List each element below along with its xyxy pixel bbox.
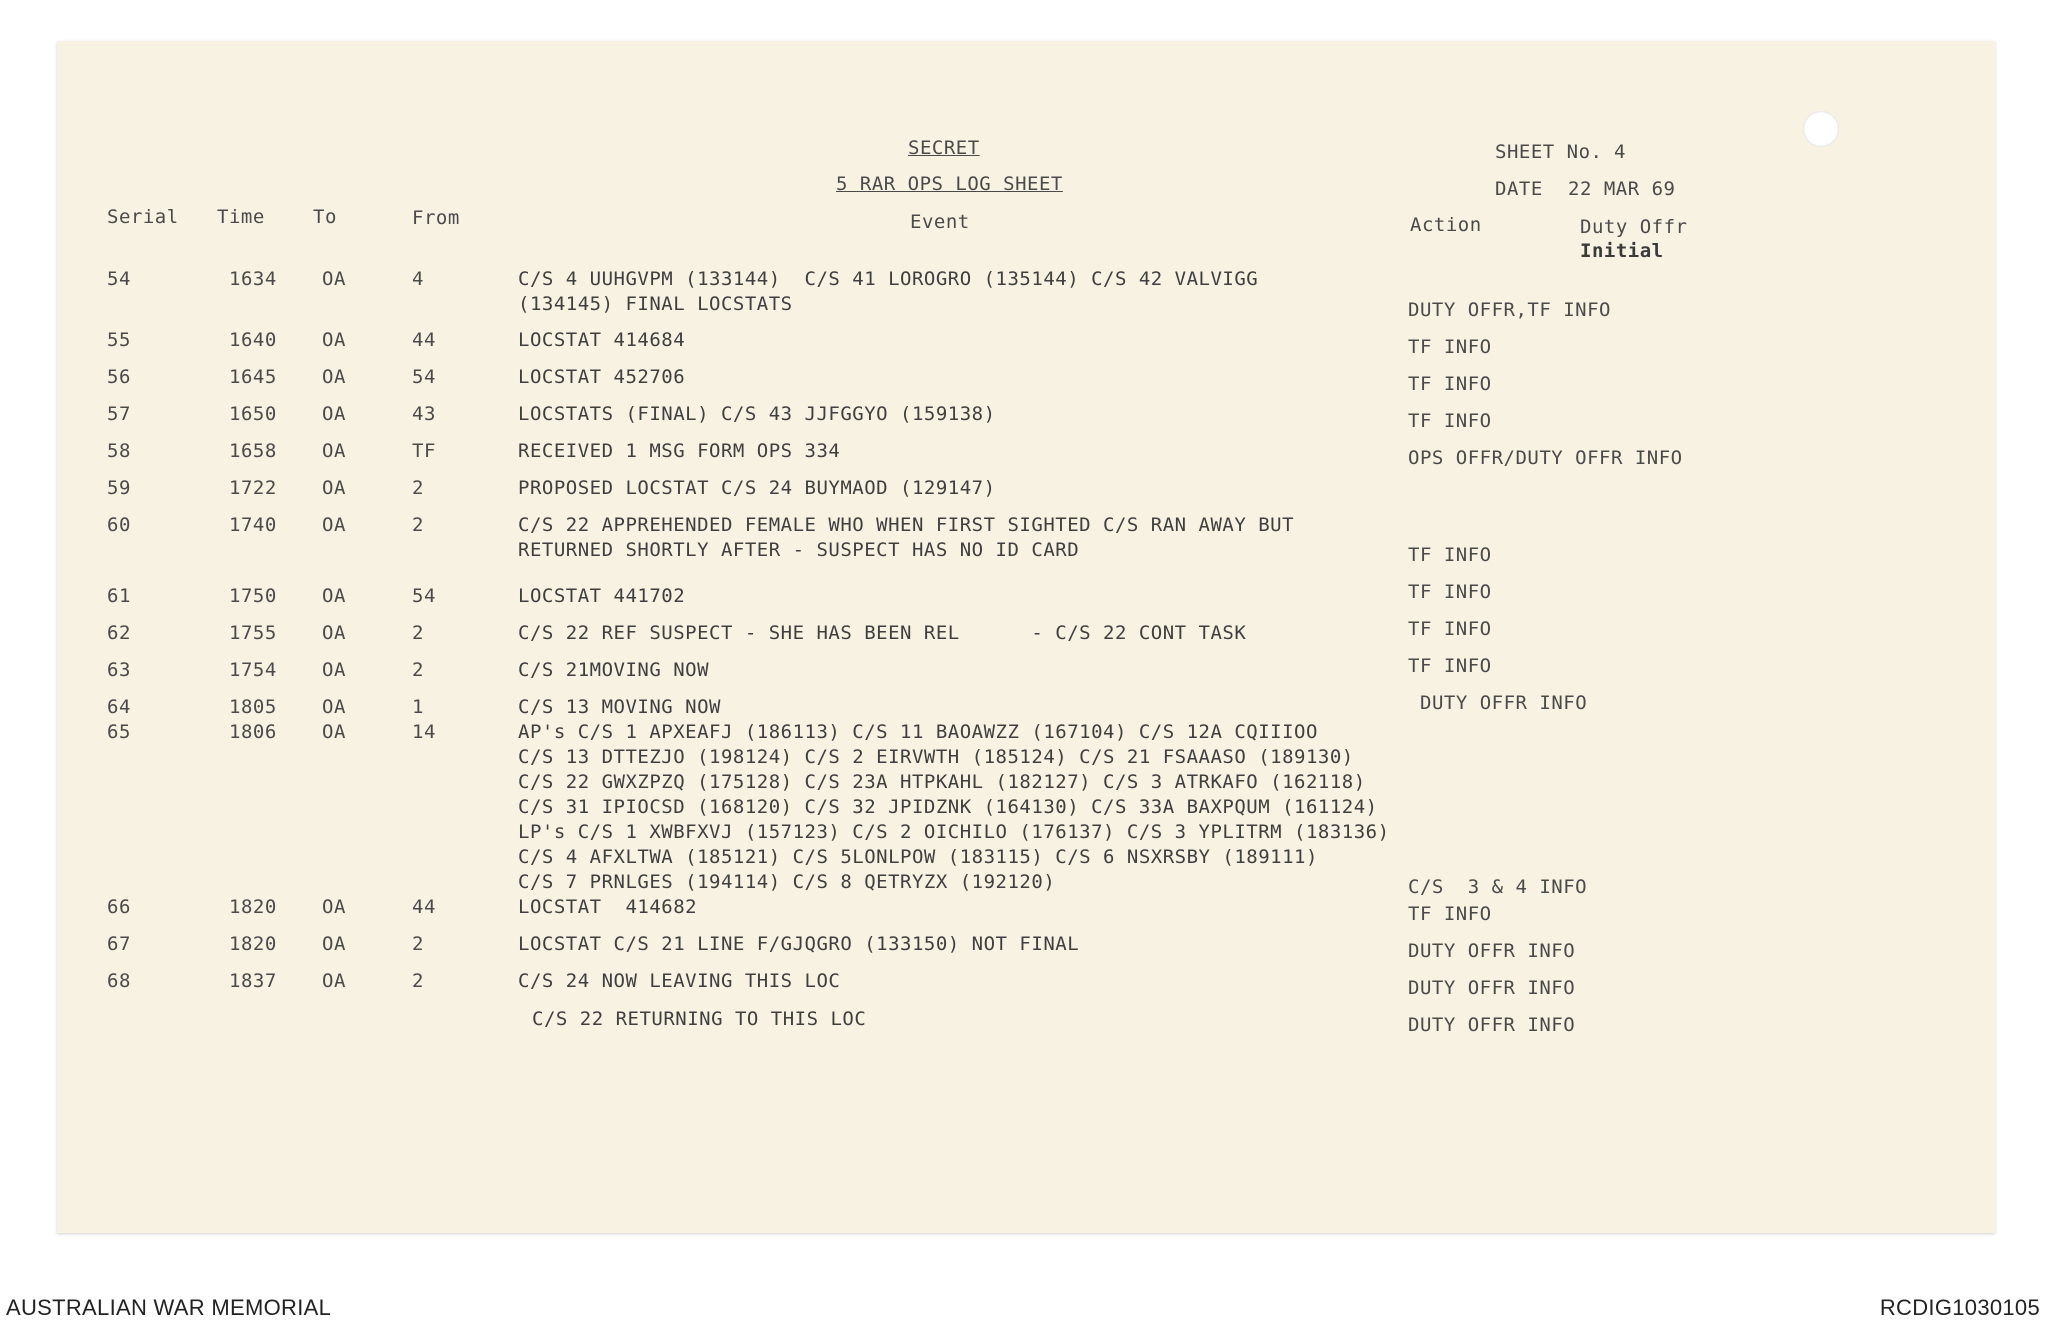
- row-action: TF INFO: [1408, 903, 1492, 925]
- row-to: OA: [322, 970, 346, 992]
- row-action: DUTY OFFR INFO: [1420, 692, 1588, 714]
- footer-id: RCDIG1030105: [1879, 1295, 2040, 1320]
- row-to: OA: [322, 696, 346, 718]
- row-action: TF INFO: [1408, 410, 1492, 432]
- col-initial: Initial: [1580, 240, 1664, 262]
- row-time: 1805: [229, 696, 277, 718]
- col-duty-offr: Duty Offr: [1580, 216, 1688, 238]
- row-event-line: LOCSTAT 414684: [518, 329, 686, 351]
- row-event-line: AP's C/S 1 APXEAFJ (186113) C/S 11 BAOAWZZ (167104) C/S 12A CQIIIOO: [518, 721, 1318, 743]
- row-serial: 63: [107, 659, 131, 681]
- row-serial: 67: [107, 933, 131, 955]
- row-event-line: C/S 4 UUHGVPM (133144) C/S 41 LOROGRO (135144) C/S 42 VALVIGG: [518, 268, 1259, 290]
- row-event-line: C/S 22 REF SUSPECT - SHE HAS BEEN REL - C/S 22 CONT TASK: [518, 622, 1247, 644]
- col-from: From: [412, 207, 460, 229]
- row-event-line: RECEIVED 1 MSG FORM OPS 334: [518, 440, 841, 462]
- row-from: 4: [412, 268, 424, 290]
- row-time: 1740: [229, 514, 277, 536]
- row-event-line: C/S 24 NOW LEAVING THIS LOC: [518, 970, 841, 992]
- row-to: OA: [322, 721, 346, 743]
- row-serial: 66: [107, 896, 131, 918]
- row-time: 1750: [229, 585, 277, 607]
- date-label: DATE: [1495, 178, 1543, 200]
- row-serial: 59: [107, 477, 131, 499]
- row-to: OA: [322, 268, 346, 290]
- row-action: OPS OFFR/DUTY OFFR INFO: [1408, 447, 1683, 469]
- row-event-line: C/S 7 PRNLGES (194114) C/S 8 QETRYZX (192120): [518, 871, 1056, 893]
- classification: SECRET: [908, 137, 980, 159]
- row-event-line: C/S 22 GWXZPZQ (175128) C/S 23A HTPKAHL (182127) C/S 3 ATRKAFO (162118): [518, 771, 1366, 793]
- row-time: 1820: [229, 896, 277, 918]
- row-event-line: LOCSTAT 452706: [518, 366, 686, 388]
- col-time: Time: [217, 206, 265, 228]
- row-time: 1820: [229, 933, 277, 955]
- sheet-title: 5 RAR OPS LOG SHEET: [836, 173, 1063, 195]
- row-event-line: LP's C/S 1 XWBFXVJ (157123) C/S 2 OICHILO (176137) C/S 3 YPLITRM (183136): [518, 821, 1390, 843]
- row-action: TF INFO: [1408, 655, 1492, 677]
- row-from: 43: [412, 403, 436, 425]
- footer-source: AUSTRALIAN WAR MEMORIAL: [6, 1295, 332, 1320]
- row-time: 1645: [229, 366, 277, 388]
- row-from: 1: [412, 696, 424, 718]
- row-to: OA: [322, 514, 346, 536]
- row-to: OA: [322, 622, 346, 644]
- row-to: OA: [322, 477, 346, 499]
- col-serial: Serial: [107, 206, 179, 228]
- row-to: OA: [322, 896, 346, 918]
- date-value: 22 MAR 69: [1568, 178, 1676, 200]
- row-serial: 60: [107, 514, 131, 536]
- row-serial: 68: [107, 970, 131, 992]
- row-action: C/S 3 & 4 INFO: [1408, 876, 1588, 898]
- row-to: OA: [322, 933, 346, 955]
- row-to: OA: [322, 585, 346, 607]
- row-from: 2: [412, 933, 424, 955]
- row-from: 54: [412, 585, 436, 607]
- row-to: OA: [322, 366, 346, 388]
- row-serial: 64: [107, 696, 131, 718]
- row-action: DUTY OFFR INFO: [1408, 977, 1576, 999]
- col-event: Event: [910, 211, 970, 233]
- row-from: 44: [412, 896, 436, 918]
- row-from: 2: [412, 514, 424, 536]
- col-to: To: [313, 206, 337, 228]
- row-event-line: C/S 4 AFXLTWA (185121) C/S 5LONLPOW (183115) C/S 6 NSXRSBY (189111): [518, 846, 1318, 868]
- row-event-line: PROPOSED LOCSTAT C/S 24 BUYMAOD (129147): [518, 477, 996, 499]
- row-from: TF: [412, 440, 436, 462]
- row-action: TF INFO: [1408, 373, 1492, 395]
- row-serial: 56: [107, 366, 131, 388]
- row-serial: 61: [107, 585, 131, 607]
- row-from: 54: [412, 366, 436, 388]
- row-serial: 65: [107, 721, 131, 743]
- row-from: 44: [412, 329, 436, 351]
- row-event-line: C/S 31 IPIOCSD (168120) C/S 32 JPIDZNK (164130) C/S 33A BAXPQUM (161124): [518, 796, 1378, 818]
- row-event-line: LOCSTAT 414682: [518, 896, 698, 918]
- row-event-line: C/S 22 APPREHENDED FEMALE WHO WHEN FIRST SIGHTED C/S RAN AWAY BUT: [518, 514, 1295, 536]
- row-from: 2: [412, 477, 424, 499]
- row-event-line: C/S 22 RETURNING TO THIS LOC: [532, 1008, 867, 1030]
- row-event-line: LOCSTAT C/S 21 LINE F/GJQGRO (133150) NOT FINAL: [518, 933, 1080, 955]
- row-time: 1640: [229, 329, 277, 351]
- row-action: TF INFO: [1408, 618, 1492, 640]
- row-event-line: LOCSTATS (FINAL) C/S 43 JJFGGYO (159138): [518, 403, 996, 425]
- row-time: 1658: [229, 440, 277, 462]
- row-action: DUTY OFFR INFO: [1408, 1014, 1576, 1036]
- row-event-line: RETURNED SHORTLY AFTER - SUSPECT HAS NO ID CARD: [518, 539, 1080, 561]
- row-from: 2: [412, 622, 424, 644]
- row-time: 1722: [229, 477, 277, 499]
- row-to: OA: [322, 659, 346, 681]
- row-from: 2: [412, 659, 424, 681]
- row-action: DUTY OFFR INFO: [1408, 940, 1576, 962]
- row-to: OA: [322, 329, 346, 351]
- row-to: OA: [322, 403, 346, 425]
- row-serial: 62: [107, 622, 131, 644]
- row-time: 1837: [229, 970, 277, 992]
- row-event-line: C/S 13 DTTEZJO (198124) C/S 2 EIRVWTH (185124) C/S 21 FSAAASO (189130): [518, 746, 1354, 768]
- row-event-line: C/S 21MOVING NOW: [518, 659, 710, 681]
- row-action: TF INFO: [1408, 581, 1492, 603]
- row-action: DUTY OFFR,TF INFO: [1408, 299, 1611, 321]
- row-serial: 58: [107, 440, 131, 462]
- row-from: 2: [412, 970, 424, 992]
- row-to: OA: [322, 440, 346, 462]
- row-action: TF INFO: [1408, 336, 1492, 358]
- row-event-line: (134145) FINAL LOCSTATS: [518, 293, 793, 315]
- row-time: 1806: [229, 721, 277, 743]
- row-serial: 54: [107, 268, 131, 290]
- col-action: Action: [1410, 214, 1482, 236]
- sheet-number-label: SHEET No.: [1495, 141, 1603, 163]
- row-action: TF INFO: [1408, 544, 1492, 566]
- row-serial: 57: [107, 403, 131, 425]
- row-serial: 55: [107, 329, 131, 351]
- row-event-line: LOCSTAT 441702: [518, 585, 686, 607]
- row-from: 14: [412, 721, 436, 743]
- sheet-number: 4: [1614, 141, 1626, 163]
- punch-hole: [1803, 111, 1839, 147]
- row-time: 1650: [229, 403, 277, 425]
- row-event-line: C/S 13 MOVING NOW: [518, 696, 721, 718]
- row-time: 1755: [229, 622, 277, 644]
- row-time: 1754: [229, 659, 277, 681]
- row-time: 1634: [229, 268, 277, 290]
